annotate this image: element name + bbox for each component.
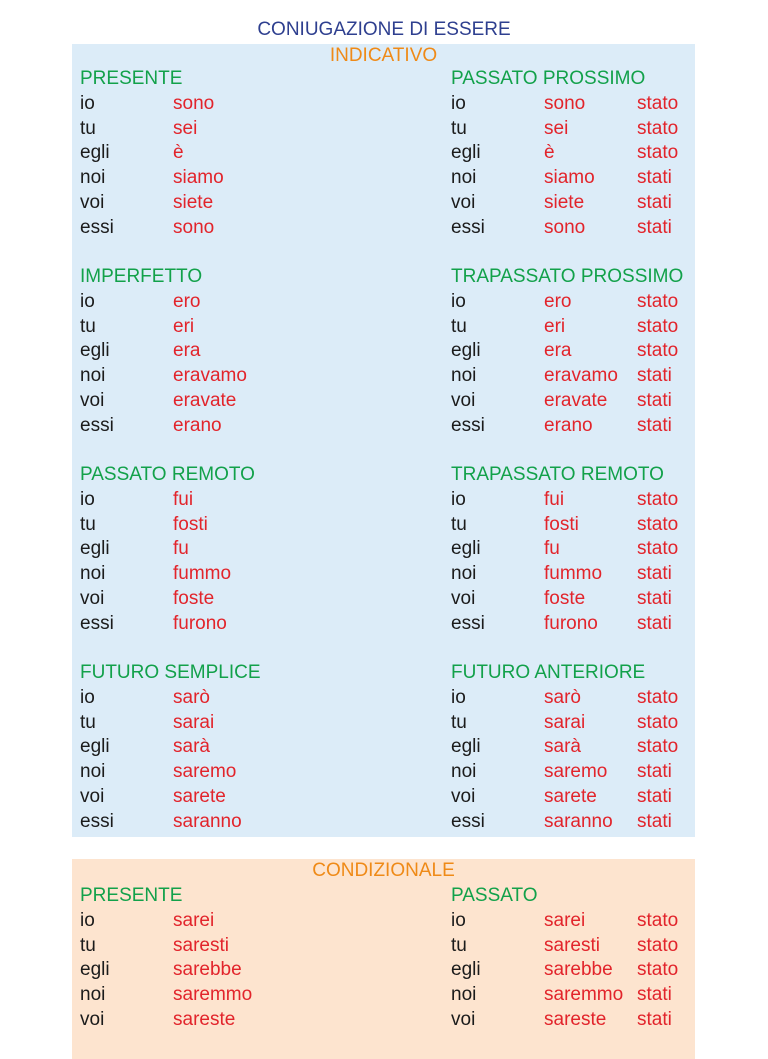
pronoun: essi [451, 216, 485, 238]
verb-form: saremo [173, 761, 237, 783]
verb-form: sarebbe [544, 959, 613, 981]
pronoun: io [451, 290, 466, 312]
conjugation-row [80, 166, 224, 191]
pronoun: tu [80, 934, 96, 956]
tense-name: PASSATO REMOTO [80, 464, 255, 485]
participle: stato [637, 290, 679, 312]
verb-form: eri [544, 315, 566, 337]
pronoun: io [80, 909, 95, 931]
pronoun: egli [80, 736, 110, 758]
tense-name: PASSATO PROSSIMO [451, 68, 646, 89]
verb-form: sono [173, 216, 215, 238]
pronoun: io [451, 909, 466, 931]
verb-form: sarò [173, 686, 210, 708]
tense-block [80, 67, 224, 241]
conjugation-row [80, 562, 255, 587]
verb-form: è [544, 142, 555, 164]
verb-form: sarà [544, 736, 581, 758]
conjugation-row [80, 587, 255, 612]
verb-form: sono [544, 92, 586, 114]
verb-form: fosti [544, 513, 579, 535]
page-title: CONIUGAZIONE DI ESSERE [257, 19, 511, 40]
verb-form: sarei [544, 909, 586, 931]
pronoun: io [80, 686, 95, 708]
conjugation-row [80, 488, 255, 513]
verb-form: era [544, 340, 572, 362]
conjugation-row [80, 315, 202, 340]
conjugation-row [451, 612, 672, 637]
participle: stati [637, 761, 672, 783]
tense-name: PASSATO [451, 885, 538, 906]
verb-form: fummo [173, 563, 232, 585]
verb-form: sarà [173, 736, 210, 758]
pronoun: noi [80, 761, 106, 783]
pronoun: egli [451, 736, 481, 758]
participle: stati [637, 587, 672, 609]
verb-form: fui [544, 488, 565, 510]
participle: stati [637, 414, 672, 436]
verb-form: siete [173, 191, 214, 213]
tense-block [451, 463, 679, 637]
conjugation-row [451, 389, 683, 414]
tense-name: TRAPASSATO PROSSIMO [451, 266, 684, 287]
pronoun: io [451, 488, 466, 510]
tense-block [80, 884, 253, 1033]
conjugation-row [451, 290, 683, 315]
participle: stati [637, 191, 672, 213]
tense-name: FUTURO SEMPLICE [80, 662, 261, 683]
verb-form: fu [173, 538, 189, 560]
conjugation-row [451, 562, 672, 587]
verb-form: sarete [173, 785, 226, 807]
conjugation-row [80, 612, 255, 637]
conjugation-row [451, 216, 672, 241]
conjugation-row [451, 141, 679, 166]
participle: stati [637, 612, 672, 634]
pronoun: essi [80, 414, 114, 436]
pronoun: noi [451, 563, 477, 585]
tense-block [80, 661, 261, 835]
pronoun: essi [451, 612, 485, 634]
verb-form: saremmo [173, 984, 253, 1006]
conjugation-row [80, 909, 215, 934]
pronoun: noi [451, 761, 477, 783]
verb-form: fummo [544, 563, 603, 585]
verb-form: erano [173, 414, 222, 436]
conjugation-row [80, 117, 198, 142]
verb-form: è [173, 142, 184, 164]
verb-form: sei [544, 117, 569, 139]
verb-form: saremo [544, 761, 608, 783]
tense-name: PRESENTE [80, 68, 183, 89]
pronoun: noi [80, 984, 106, 1006]
conjugation-row [80, 1008, 236, 1033]
verb-form: era [173, 340, 201, 362]
verb-form: fui [173, 488, 194, 510]
conjugation-row [451, 983, 672, 1008]
tense-name: IMPERFETTO [80, 266, 203, 287]
conjugation-row [451, 760, 672, 785]
pronoun: tu [451, 934, 467, 956]
conjugation-row [451, 1008, 672, 1033]
participle: stato [637, 488, 679, 510]
pronoun: tu [80, 315, 96, 337]
participle: stato [637, 909, 679, 931]
participle: stati [637, 389, 672, 411]
participle: stato [637, 686, 679, 708]
pronoun: tu [451, 513, 467, 535]
participle: stati [637, 810, 672, 832]
participle: stato [637, 711, 679, 733]
verb-form: saranno [173, 810, 242, 832]
pronoun: essi [80, 810, 114, 832]
conjugation-row [451, 414, 683, 439]
pronoun: voi [80, 587, 105, 609]
pronoun: voi [451, 587, 476, 609]
pronoun: voi [451, 1008, 476, 1030]
conjugation-row [451, 513, 679, 538]
pronoun: voi [451, 389, 476, 411]
tense-block [451, 67, 679, 241]
verb-form: sarebbe [173, 959, 242, 981]
pronoun: tu [80, 711, 96, 733]
conjugation-row [451, 315, 683, 340]
conjugation-row [80, 934, 229, 959]
conjugation-row [451, 191, 672, 216]
verb-form: siete [544, 191, 585, 213]
participle: stati [637, 984, 672, 1006]
pronoun: egli [451, 142, 481, 164]
verb-form: foste [544, 587, 586, 609]
conjugation-row [451, 785, 672, 810]
participle: stato [637, 538, 679, 560]
conjugation-row [80, 339, 202, 364]
tense-block [80, 265, 247, 439]
conjugation-row [80, 290, 202, 315]
participle: stati [637, 785, 672, 807]
verb-form: siamo [173, 167, 224, 189]
verb-form: siamo [544, 167, 595, 189]
conjugation-row [451, 587, 672, 612]
verb-form: ero [544, 290, 572, 312]
conjugation-row [80, 513, 255, 538]
conjugation-row [451, 711, 679, 736]
pronoun: noi [451, 167, 477, 189]
participle: stati [637, 1008, 672, 1030]
pronoun: egli [80, 959, 110, 981]
pronoun: essi [451, 810, 485, 832]
verb-form: saranno [544, 810, 613, 832]
pronoun: voi [80, 389, 105, 411]
verb-form: eravate [173, 389, 237, 411]
conjugation-row [80, 760, 261, 785]
tense-block [451, 661, 679, 835]
conjugation-row [451, 364, 683, 389]
verb-form: sarete [544, 785, 597, 807]
verb-form: sei [173, 117, 198, 139]
verb-form: sarei [173, 909, 215, 931]
pronoun: egli [451, 340, 481, 362]
pronoun: egli [80, 340, 110, 362]
tense-name: PRESENTE [80, 885, 183, 906]
conjugation-row [80, 711, 261, 736]
pronoun: io [80, 92, 95, 114]
verb-form: sono [544, 216, 586, 238]
verb-form: saremmo [544, 984, 624, 1006]
verb-form: sarò [544, 686, 581, 708]
tense-name: TRAPASSATO REMOTO [451, 464, 664, 485]
conjugation-row [80, 785, 261, 810]
participle: stati [637, 563, 672, 585]
conjugation-row [451, 488, 679, 513]
verb-form: eravamo [544, 365, 618, 387]
verb-form: saresti [173, 934, 229, 956]
verb-form: sareste [544, 1008, 607, 1030]
participle: stato [637, 340, 679, 362]
verb-form: erano [544, 414, 593, 436]
pronoun: noi [80, 563, 106, 585]
pronoun: voi [80, 785, 105, 807]
pronoun: egli [451, 538, 481, 560]
verb-form: fosti [173, 513, 208, 535]
pronoun: tu [80, 117, 96, 139]
tense-block [80, 463, 255, 637]
conjugation-row [80, 414, 222, 439]
conjugation-row [80, 537, 255, 562]
participle: stato [637, 736, 679, 758]
verb-form: eri [173, 315, 195, 337]
participle: stati [637, 365, 672, 387]
verb-form: eravamo [173, 365, 247, 387]
participle: stato [637, 315, 679, 337]
section-condizionale [72, 859, 695, 1059]
conjugation-row [80, 686, 261, 711]
conjugation-row [451, 934, 679, 959]
pronoun: egli [451, 959, 481, 981]
verb-form: furono [173, 612, 227, 634]
pronoun: voi [80, 191, 105, 213]
participle: stati [637, 167, 672, 189]
verb-form: sarai [544, 711, 586, 733]
verb-form: furono [544, 612, 598, 634]
participle: stato [637, 513, 679, 535]
pronoun: voi [451, 785, 476, 807]
participle: stato [637, 959, 679, 981]
verb-form: ero [173, 290, 201, 312]
conjugation-row [80, 216, 215, 241]
conjugation-row [451, 339, 683, 364]
verb-form: sareste [173, 1008, 236, 1030]
pronoun: egli [80, 538, 110, 560]
verb-form: sono [173, 92, 215, 114]
pronoun: io [451, 686, 466, 708]
conjugation-row [451, 686, 679, 711]
pronoun: tu [451, 117, 467, 139]
tense-block [451, 884, 679, 1033]
pronoun: noi [80, 167, 106, 189]
verb-form: foste [173, 587, 215, 609]
section-title: CONDIZIONALE [312, 860, 455, 881]
pronoun: noi [80, 365, 106, 387]
conjugation-row [451, 117, 679, 142]
verb-form: fu [544, 538, 560, 560]
pronoun: io [80, 488, 95, 510]
conjugation-row [451, 92, 679, 117]
conjugation-row [451, 909, 679, 934]
conjugation-row [80, 141, 182, 166]
tense-block [451, 265, 683, 439]
conjugation-row [451, 810, 672, 835]
pronoun: tu [451, 315, 467, 337]
participle: stati [637, 216, 672, 238]
verb-form: eravate [544, 389, 608, 411]
pronoun: io [451, 92, 466, 114]
pronoun: essi [451, 414, 485, 436]
conjugation-row [80, 364, 247, 389]
verb-form: sarai [173, 711, 215, 733]
pronoun: noi [451, 365, 477, 387]
pronoun: noi [451, 984, 477, 1006]
pronoun: voi [451, 191, 476, 213]
pronoun: essi [80, 612, 114, 634]
pronoun: tu [80, 513, 96, 535]
conjugation-row [451, 958, 679, 983]
section-title: INDICATIVO [329, 45, 438, 66]
conjugation-row [80, 92, 215, 117]
conjugation-row [80, 191, 214, 216]
conjugation-row [451, 735, 679, 760]
pronoun: io [80, 290, 95, 312]
pronoun: voi [80, 1008, 105, 1030]
conjugation-row [80, 983, 253, 1008]
verb-form: saresti [544, 934, 600, 956]
conjugation-row [80, 735, 261, 760]
tense-name: FUTURO ANTERIORE [451, 662, 646, 683]
participle: stato [637, 142, 679, 164]
pronoun: essi [80, 216, 114, 238]
pronoun: egli [80, 142, 110, 164]
participle: stato [637, 117, 679, 139]
participle: stato [637, 92, 679, 114]
section-indicativo [72, 44, 695, 837]
conjugation-row [451, 537, 679, 562]
participle: stato [637, 934, 679, 956]
conjugation-row [451, 166, 672, 191]
conjugation-row [80, 958, 242, 983]
conjugation-row [80, 389, 237, 414]
pronoun: tu [451, 711, 467, 733]
conjugation-row [80, 810, 261, 835]
